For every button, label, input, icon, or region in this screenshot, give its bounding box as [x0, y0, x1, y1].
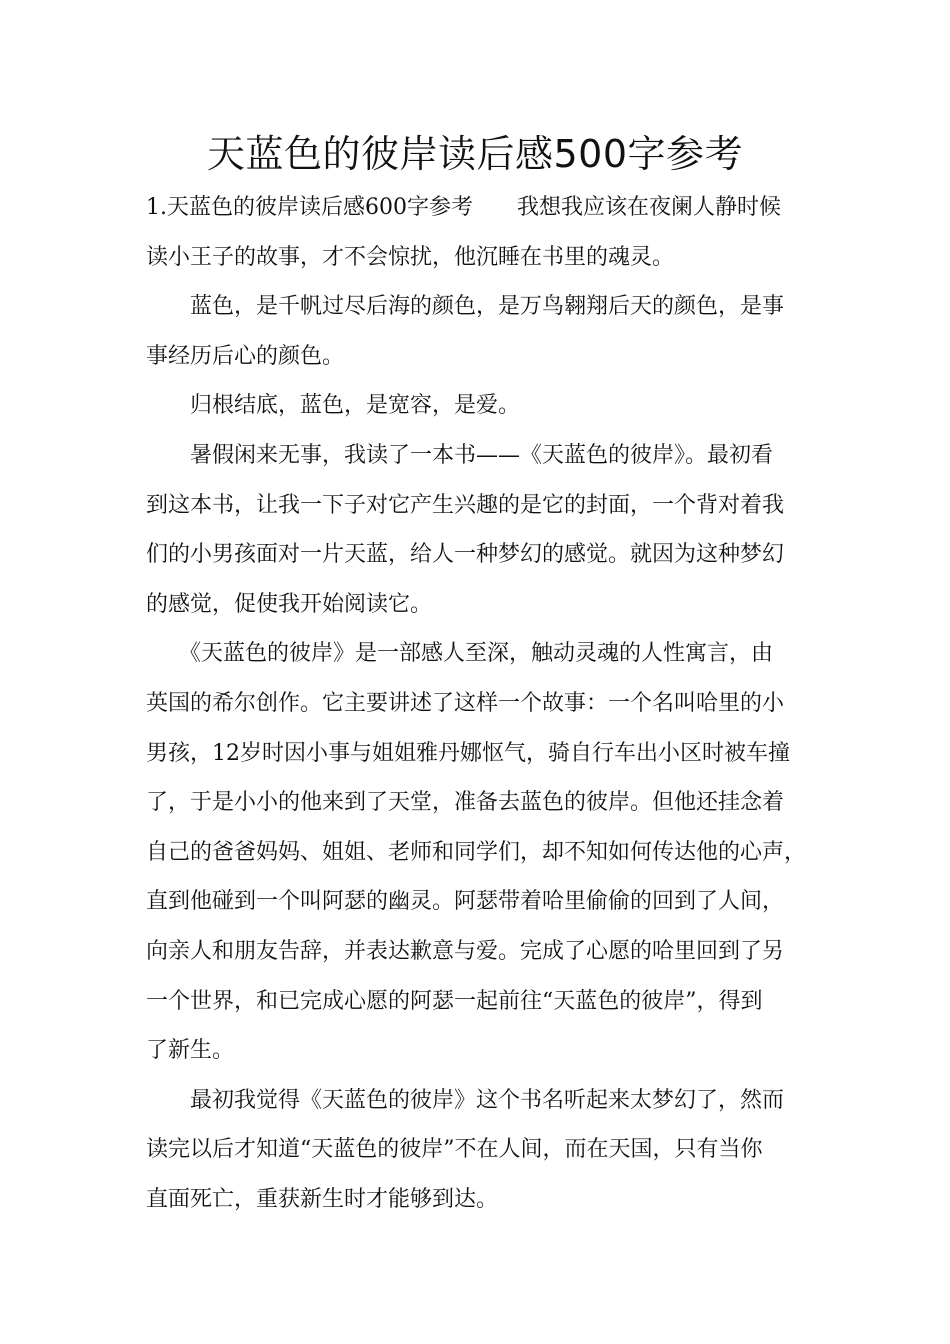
- paragraph-1: 1.天蓝色的彼岸读后感600字参考 我想我应该在夜阑人静时候 读小王子的故事，才不会惊扰，他沉睡在书里的魂灵。: [146, 195, 781, 270]
- document-title: 天蓝色的彼岸读后感500字参考: [206, 132, 744, 176]
- paragraph-6: 最初我觉得《天蓝色的彼岸》这个书名听起来太梦幻了，然而 读完以后才知道“天蓝色的彼岸”不在人间，而在天国，只有当你 直面死亡，重获新生时才能够到达。: [146, 1087, 785, 1212]
- paragraph-3: 归根结底，蓝色，是宽容，是爱。: [146, 393, 521, 419]
- paragraph-5: 《天蓝色的彼岸》是一部感人至深，触动灵魂的人性寓言，由 英国的希尔创作。它主要讲述了这样一个故事：一个名叫哈里的小 男孩，12岁时因小事与姐姐雅丹娜怄气，骑自行车出小区时被车撞 了，于是小小的他来到了天堂，准备去蓝色的彼岸。但他还挂念着 自己的爸爸妈妈、姐姐、老师和同学们，却不知如何传达他的心声， 直到他碰到一个叫阿瑟的幽灵。阿瑟带着哈里偷偷的回到了人间， 向亲人和朋友告辞，并表达歉意与爱。完成了心愿的哈里回到了另 一个世界，和已完成心愿的阿瑟一起前往“天蓝色的彼岸”，得到 了新生。: [146, 641, 807, 1064]
- document-body: [146, 183, 826, 1224]
- paragraph-2: 蓝色，是千帆过尽后海的颜色，是万鸟翱翔后天的颜色，是事 事经历后心的颜色。: [146, 294, 785, 369]
- paragraph-4: 暑假闲来无事，我读了一本书——《天蓝色的彼岸》。最初看 到这本书，让我一下子对它产生兴趣的是它的封面，一个背对着我 们的小男孩面对一片天蓝，给人一种梦幻的感觉。就因为这种梦幻 的感觉，促使我开始阅读它。: [146, 442, 785, 617]
